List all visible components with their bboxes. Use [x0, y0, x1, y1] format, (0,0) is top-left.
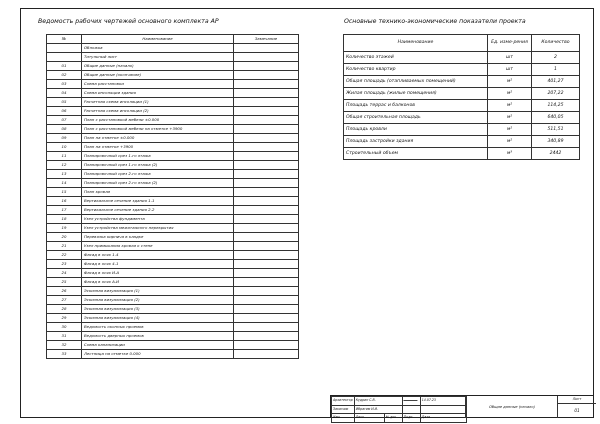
- sheet-name: Узел устройства межэтажного перекрытия: [82, 224, 234, 233]
- indicator-qty: 340,89: [532, 136, 580, 148]
- indicator-qty: 1: [532, 64, 580, 76]
- sheet-num: 17: [47, 206, 82, 215]
- sheet-num: [47, 53, 82, 62]
- sheet-name: Схема канализации: [82, 341, 234, 350]
- sheet-num: 32: [47, 341, 82, 350]
- sheet-name: Планировочный срез 1-го этажа (2): [82, 161, 234, 170]
- sheet-num: 03: [47, 80, 82, 89]
- table-row: [47, 215, 299, 224]
- sheet-num: 30: [47, 323, 82, 332]
- sheet-name: План на отметке ±0.000: [82, 134, 234, 143]
- table-row: [47, 323, 299, 332]
- table-row: [47, 206, 299, 215]
- sheet-name: Планировочный срез 2-го этажа: [82, 170, 234, 179]
- table-row: [47, 80, 299, 89]
- header-name: Наименование: [82, 35, 234, 44]
- sheet-num: 08: [47, 125, 82, 134]
- stamp-sheet-number: [557, 396, 596, 418]
- sheet-note: [234, 233, 299, 242]
- table-row: [344, 100, 580, 112]
- table-row: [47, 233, 299, 242]
- sheet-name: Схема расстановки: [82, 80, 234, 89]
- table-row: [47, 278, 299, 287]
- sheet-name: Вертикальное сечение здания 2-2: [82, 206, 234, 215]
- sheet-name: Эскизная визуализация (2): [82, 296, 234, 305]
- sheet-note: [234, 314, 299, 323]
- indicator-name: Площадь террас и балконов: [344, 100, 488, 112]
- sheet-num: 15: [47, 188, 82, 197]
- sheet-num: 13: [47, 170, 82, 179]
- sheet-num: 25: [47, 278, 82, 287]
- table-row: [47, 179, 299, 188]
- indicator-name: Площадь застройки здания: [344, 136, 488, 148]
- stamp-sheet-label: Лист: [558, 396, 596, 404]
- sheet-num: 10: [47, 143, 82, 152]
- sheet-note: [234, 341, 299, 350]
- table-row: [47, 224, 299, 233]
- sheet-name: Узел примыкания кровли к стене: [82, 242, 234, 251]
- stamp-col-date: Дата: [420, 414, 466, 423]
- sheet-num: 21: [47, 242, 82, 251]
- indicator-unit: шт: [488, 64, 532, 76]
- sheet-num: 16: [47, 197, 82, 206]
- table-row: [47, 125, 299, 134]
- stamp-col-sign: Подп: [402, 414, 420, 423]
- sheet-name: Ведомость оконных проемов: [82, 323, 234, 332]
- table-row: [47, 260, 299, 269]
- sheet-note: [234, 350, 299, 359]
- table-row: [47, 269, 299, 278]
- stamp-role-1: Архитектор: [332, 397, 355, 406]
- indicator-unit: м²: [488, 112, 532, 124]
- table-row: [344, 88, 580, 100]
- sheet-num: 22: [47, 251, 82, 260]
- table-row: [47, 53, 299, 62]
- sheet-note: [234, 134, 299, 143]
- sheets-header-row: [47, 35, 299, 44]
- table-row: [47, 314, 299, 323]
- sheet-note: [234, 296, 299, 305]
- stamp-name-1: Кудрин С.В.: [354, 397, 402, 406]
- indicator-unit: м²: [488, 136, 532, 148]
- sheet-note: [234, 125, 299, 134]
- indicator-qty: 401,27: [532, 76, 580, 88]
- sheet-num: 09: [47, 134, 82, 143]
- sheet-num: 24: [47, 269, 82, 278]
- sheet-note: [234, 152, 299, 161]
- sheet-note: [234, 179, 299, 188]
- indicators-header-row: [344, 35, 580, 52]
- sheet-num: 12: [47, 161, 82, 170]
- sheet-name: Эскизная визуализация (3): [82, 305, 234, 314]
- indicators-title: Основные технико-экономические показатели проекта: [344, 18, 526, 25]
- sheet-note: [234, 278, 299, 287]
- title-block: [330, 395, 594, 418]
- indicator-unit: м²: [488, 76, 532, 88]
- stamp-sheet-title: Общие данные (начало): [465, 396, 558, 418]
- table-row: [47, 152, 299, 161]
- table-row: [47, 170, 299, 179]
- sheet-name: Лестница на отметке 0.000: [82, 350, 234, 359]
- indicator-name: Площадь кровли: [344, 124, 488, 136]
- sheet-note: [234, 188, 299, 197]
- indicator-unit: м²: [488, 88, 532, 100]
- stamp-col-izm: Изм: [332, 414, 355, 423]
- header-num: №: [47, 35, 82, 44]
- table-row: [344, 136, 580, 148]
- sheet-name: Общие данные (начало): [82, 62, 234, 71]
- sheet-num: 27: [47, 296, 82, 305]
- sheet-note: [234, 98, 299, 107]
- sheet-num: 14: [47, 179, 82, 188]
- sheet-name: Узел устройства фундамента: [82, 215, 234, 224]
- header-note: Замечание: [234, 35, 299, 44]
- indicator-name: Общая строительная площадь: [344, 112, 488, 124]
- sheet-note: [234, 116, 299, 125]
- sheet-name: Перевязка кирпича в кладке: [82, 233, 234, 242]
- sheet-num: 07: [47, 116, 82, 125]
- sheet-num: 29: [47, 314, 82, 323]
- sheet-note: [234, 215, 299, 224]
- sheet-num: 23: [47, 260, 82, 269]
- stamp-row-customer: [332, 405, 467, 414]
- sheet-num: [47, 44, 82, 53]
- sheet-name: План с расстановкой мебели на отметке +3900: [82, 125, 234, 134]
- table-row: [344, 64, 580, 76]
- table-row: [47, 107, 299, 116]
- sheet-num: 05: [47, 98, 82, 107]
- sheet-name: Эскизная визуализация (1): [82, 287, 234, 296]
- indicator-qty: 114,25: [532, 100, 580, 112]
- sheet-name: План с расстановкой мебели ±0.000: [82, 116, 234, 125]
- table-row: [47, 143, 299, 152]
- sheet-name: Титульный лист: [82, 53, 234, 62]
- sheet-name: Планировочный срез 2-го этажа (2): [82, 179, 234, 188]
- stamp-role-2: Заказчик: [332, 405, 355, 414]
- sheet-note: [234, 287, 299, 296]
- table-row: [344, 52, 580, 64]
- sheet-name: Фасад в осях 1-4: [82, 251, 234, 260]
- table-row: [47, 251, 299, 260]
- stamp-sheet-value: 01: [574, 408, 580, 413]
- indicator-name: Количество этажей: [344, 52, 488, 64]
- sheet-num: 06: [47, 107, 82, 116]
- sheet-name: Обложка: [82, 44, 234, 53]
- sheet-name: План кровли: [82, 188, 234, 197]
- sheet-note: [234, 170, 299, 179]
- sheet-note: [234, 143, 299, 152]
- indicator-qty: 207,22: [532, 88, 580, 100]
- indicator-name: Строительный объем: [344, 148, 488, 160]
- sheet-num: 33: [47, 350, 82, 359]
- indicator-unit: шт: [488, 52, 532, 64]
- table-row: [47, 188, 299, 197]
- sheet-num: 18: [47, 215, 82, 224]
- sheet-note: [234, 53, 299, 62]
- indicators-table: [343, 34, 580, 160]
- indicator-qty: 2442: [532, 148, 580, 160]
- indicator-name: Жилая площадь (жилые помещения): [344, 88, 488, 100]
- sheet-note: [234, 71, 299, 80]
- indicator-unit: м³: [488, 148, 532, 160]
- table-row: [344, 124, 580, 136]
- sheet-note: [234, 251, 299, 260]
- sheet-name: Общие данные (окончание): [82, 71, 234, 80]
- table-row: [47, 89, 299, 98]
- sheet-num: 20: [47, 233, 82, 242]
- sheet-note: [234, 323, 299, 332]
- sheet-name: Фасад в осях 4-1: [82, 260, 234, 269]
- indicator-unit: м²: [488, 100, 532, 112]
- sheet-num: 28: [47, 305, 82, 314]
- sheet-note: [234, 224, 299, 233]
- table-row: [47, 296, 299, 305]
- table-row: [47, 332, 299, 341]
- sheet-name: Фасад в осях И-А: [82, 269, 234, 278]
- sheets-title: Ведомость рабочих чертежей основного комплекта АР: [38, 18, 219, 25]
- sheet-name: Эскизная визуализация (4): [82, 314, 234, 323]
- table-row: [47, 62, 299, 71]
- indicator-qty: 511,51: [532, 124, 580, 136]
- table-row: [47, 242, 299, 251]
- stamp-row-columns: [332, 414, 467, 423]
- sheet-num: 02: [47, 71, 82, 80]
- sheet-note: [234, 260, 299, 269]
- sheet-name: Фасад в осях А-И: [82, 278, 234, 287]
- stamp-name-2: Ибрагим И.И.: [354, 405, 402, 414]
- sheet-name: Схема инсоляции здания: [82, 89, 234, 98]
- stamp-col-list: Лист: [354, 414, 384, 423]
- table-row: [47, 341, 299, 350]
- sheet-note: [234, 269, 299, 278]
- sheet-name: План на отметке +3900: [82, 143, 234, 152]
- sheet-note: [234, 197, 299, 206]
- indicator-name: Количество квартир: [344, 64, 488, 76]
- sheets-table: [46, 34, 299, 359]
- indicator-qty: 640,05: [532, 112, 580, 124]
- sheet-name: Вертикальное сечение здания 1-1: [82, 197, 234, 206]
- table-row: [47, 134, 299, 143]
- sheet-num: 19: [47, 224, 82, 233]
- indicator-name: Общая площадь (отапливаемых помещений): [344, 76, 488, 88]
- sheet-note: [234, 242, 299, 251]
- sheet-note: [234, 80, 299, 89]
- table-row: [47, 305, 299, 314]
- sheet-note: [234, 62, 299, 71]
- indicator-unit: м²: [488, 124, 532, 136]
- table-row: [47, 161, 299, 170]
- table-row: [47, 350, 299, 359]
- table-row: [47, 287, 299, 296]
- table-row: [47, 197, 299, 206]
- table-row: [47, 116, 299, 125]
- table-row: [47, 44, 299, 53]
- stamp-col-doc: № док: [384, 414, 402, 423]
- sheet-num: 11: [47, 152, 82, 161]
- sheet-note: [234, 161, 299, 170]
- header-ind-unit: Ед. изме-рения: [488, 35, 532, 52]
- stamp-date-1: 14.07.23: [420, 397, 466, 406]
- sheet-num: 31: [47, 332, 82, 341]
- stamp-signature-1: [402, 397, 420, 406]
- sheet-note: [234, 206, 299, 215]
- table-row: [47, 98, 299, 107]
- sheet-note: [234, 305, 299, 314]
- table-row: [47, 71, 299, 80]
- sheet-name: Планировочный срез 1-го этажа: [82, 152, 234, 161]
- table-row: [344, 148, 580, 160]
- sheet-note: [234, 89, 299, 98]
- indicator-qty: 2: [532, 52, 580, 64]
- sheet-note: [234, 44, 299, 53]
- sheet-note: [234, 332, 299, 341]
- sheet-name: Расчетная схема инсоляции (2): [82, 107, 234, 116]
- sheet-num: 04: [47, 89, 82, 98]
- sheet-num: 26: [47, 287, 82, 296]
- table-row: [344, 76, 580, 88]
- sheet-name: Ведомость дверных проемов: [82, 332, 234, 341]
- header-ind-name: Наименование: [344, 35, 488, 52]
- header-ind-qty: Количество: [532, 35, 580, 52]
- sheet-name: Расчетная схема инсоляции (1): [82, 98, 234, 107]
- stamp-row-architect: [332, 397, 467, 406]
- sheet-note: [234, 107, 299, 116]
- table-row: [344, 112, 580, 124]
- sheet-num: 01: [47, 62, 82, 71]
